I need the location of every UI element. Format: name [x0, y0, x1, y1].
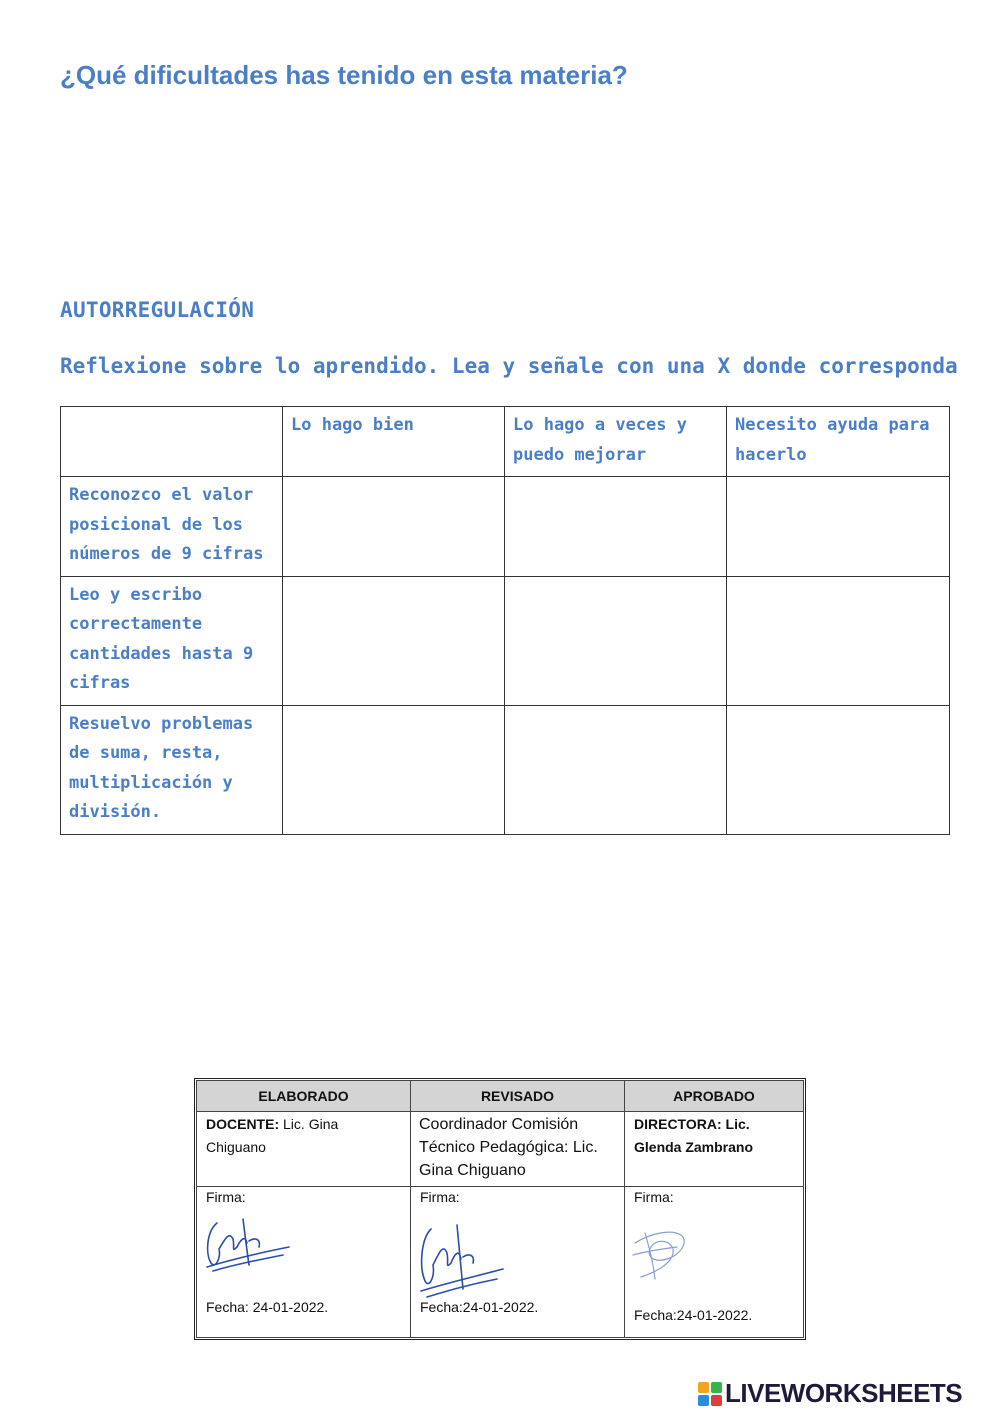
firma-cell-elaborado: [197, 1187, 411, 1338]
answer-cell[interactable]: [283, 477, 505, 577]
answer-cell[interactable]: [505, 705, 727, 834]
firma-cell-revisado: [411, 1187, 625, 1338]
brand-text: LIVEWORKSHEETS: [725, 1378, 963, 1408]
table-row: [61, 705, 950, 834]
revisado-cell: Coordinador Comisión Técnico Pedagógica: Lic. Gina Chiguano: [411, 1112, 625, 1187]
firma-label: Firma:: [634, 1189, 674, 1205]
answer-cell[interactable]: [283, 705, 505, 834]
docente-role: DOCENTE:: [206, 1116, 280, 1132]
row-label: Reconozco el valor posicional de los números de 9 cifras: [61, 477, 283, 577]
signature-image: [631, 1223, 691, 1285]
liveworksheets-logo-icon: [698, 1382, 722, 1406]
fecha-elaborado: Fecha: 24-01-2022.: [206, 1299, 329, 1315]
header-revisado: REVISADO: [411, 1081, 625, 1112]
docente-name: Lic. Gina Chiguano: [206, 1116, 339, 1155]
fecha-revisado: Fecha:24-01-2022.: [420, 1299, 539, 1315]
answer-cell[interactable]: [505, 477, 727, 577]
instruction-text: Reflexione sobre lo aprendido. Lea y señale con una X donde corresponda: [60, 354, 958, 378]
table-row: [61, 576, 950, 705]
row-label: Leo y escribo correctamente cantidades hasta 9 cifras: [61, 576, 283, 705]
answer-cell[interactable]: [283, 576, 505, 705]
directora-role: DIRECTORA:: [634, 1116, 722, 1132]
header-empty-cell: [61, 407, 283, 477]
aprobado-cell: [625, 1112, 804, 1187]
firma-label: Firma:: [420, 1189, 460, 1205]
header-necesito-ayuda: Necesito ayuda para hacerlo: [727, 407, 950, 477]
answer-cell[interactable]: [505, 576, 727, 705]
firma-label: Firma:: [206, 1189, 246, 1205]
approval-firma-row: [197, 1187, 804, 1338]
question-heading: ¿Qué dificultades has tenido en esta materia?: [60, 60, 628, 90]
approval-names-row: [197, 1112, 804, 1187]
signature-image: [417, 1219, 507, 1307]
approval-header-row: [197, 1081, 804, 1112]
self-evaluation-table: [60, 406, 950, 835]
answer-cell[interactable]: [727, 576, 950, 705]
directora-name: Lic. Glenda Zambrano: [634, 1116, 754, 1155]
approval-table: [196, 1080, 804, 1338]
firma-cell-aprobado: [625, 1187, 804, 1338]
header-elaborado: ELABORADO: [197, 1081, 411, 1112]
row-label: Resuelvo problemas de suma, resta, multiplicación y división.: [61, 705, 283, 834]
answer-cell[interactable]: [727, 705, 950, 834]
signature-image: [203, 1209, 293, 1275]
liveworksheets-brand: [698, 1378, 962, 1409]
elaborado-cell: [197, 1112, 411, 1187]
answer-cell[interactable]: [727, 477, 950, 577]
section-title: AUTORREGULACIÓN: [60, 298, 255, 322]
table-header-row: [61, 407, 950, 477]
header-lo-hago-a-veces: Lo hago a veces y puedo mejorar: [505, 407, 727, 477]
table-row: [61, 477, 950, 577]
header-lo-hago-bien: Lo hago bien: [283, 407, 505, 477]
fecha-aprobado: Fecha:24-01-2022.: [634, 1307, 753, 1323]
header-aprobado: APROBADO: [625, 1081, 804, 1112]
